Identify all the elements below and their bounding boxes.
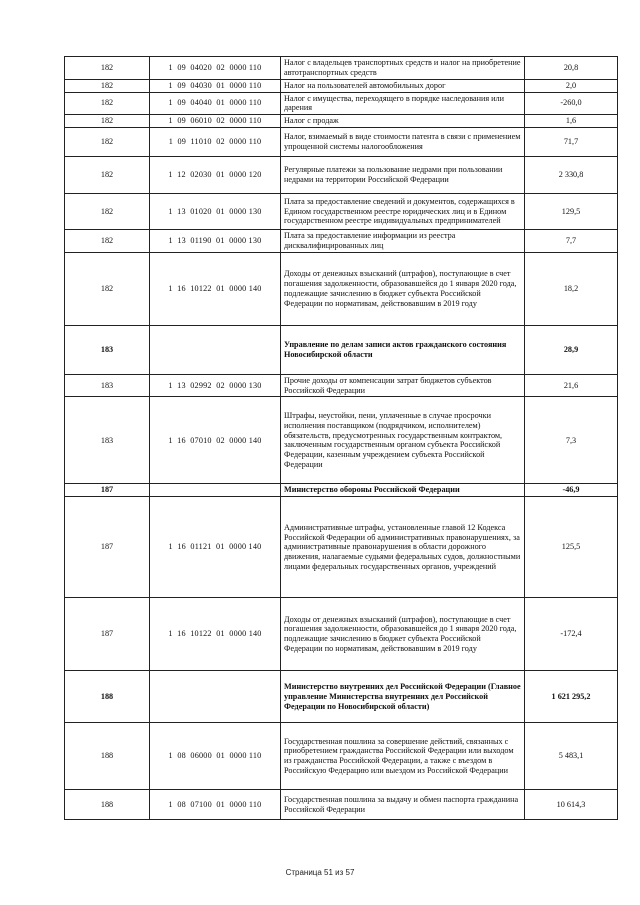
- table-row-section: [65, 325, 618, 374]
- amount-cell: 2,0: [525, 79, 618, 92]
- amount-cell: 129,5: [525, 194, 618, 230]
- admin-code-cell: 183: [65, 374, 150, 397]
- budget-table-body: [65, 57, 618, 820]
- amount-cell: 2 330,8: [525, 157, 618, 194]
- admin-code-cell: 188: [65, 723, 150, 790]
- amount-cell: 21,6: [525, 374, 618, 397]
- income-name-cell: Государственная пошлина за совершение действий, связанных с приобретением гражданства Российской Федерации или выходом из гражданства Российской Федерации, а также с въездом в Российскую Федерацию или выездом из Российской Федерации: [281, 723, 525, 790]
- admin-code-cell: 182: [65, 79, 150, 92]
- budget-code-cell: 1 13 02992 02 0000 130: [150, 374, 281, 397]
- admin-code-cell: 182: [65, 157, 150, 194]
- income-name-cell: Плата за предоставление информации из реестра дисквалифицированных лиц: [281, 230, 525, 253]
- income-name-cell: Налог с продаж: [281, 115, 525, 128]
- table-row-section: [65, 484, 618, 497]
- admin-code-cell: 182: [65, 92, 150, 115]
- admin-code-cell: 182: [65, 128, 150, 157]
- budget-code-cell: 1 16 10122 01 0000 140: [150, 252, 281, 325]
- budget-code-cell: [150, 484, 281, 497]
- amount-cell: 125,5: [525, 497, 618, 598]
- amount-cell: -172,4: [525, 598, 618, 671]
- admin-code-cell: 183: [65, 397, 150, 484]
- amount-cell: 1,6: [525, 115, 618, 128]
- amount-cell: 7,3: [525, 397, 618, 484]
- budget-code-cell: 1 09 11010 02 0000 110: [150, 128, 281, 157]
- budget-code-cell: 1 08 07100 01 0000 110: [150, 790, 281, 820]
- table-row: [65, 598, 618, 671]
- table-row: [65, 128, 618, 157]
- table-row: [65, 57, 618, 80]
- admin-code-cell: 182: [65, 57, 150, 80]
- budget-code-cell: 1 09 04020 02 0000 110: [150, 57, 281, 80]
- admin-code-cell: 187: [65, 497, 150, 598]
- amount-cell: -46,9: [525, 484, 618, 497]
- amount-cell: 20,8: [525, 57, 618, 80]
- budget-code-cell: 1 13 01190 01 0000 130: [150, 230, 281, 253]
- amount-cell: 1 621 295,2: [525, 671, 618, 723]
- income-name-cell: Доходы от денежных взысканий (штрафов), поступающие в счет погашения задолженности, образовавшейся до 1 января 2020 года, подлежащие зачислению в бюджет субъекта Российской Федерации по нормативам, действовавшим в 2019 году: [281, 598, 525, 671]
- admin-code-cell: 183: [65, 325, 150, 374]
- budget-code-cell: 1 08 06000 01 0000 110: [150, 723, 281, 790]
- table-row: [65, 115, 618, 128]
- table-row: [65, 397, 618, 484]
- amount-cell: 28,9: [525, 325, 618, 374]
- budget-code-cell: [150, 325, 281, 374]
- table-row: [65, 230, 618, 253]
- income-name-cell: Налог с имущества, переходящего в порядке наследования или дарения: [281, 92, 525, 115]
- income-name-cell: Министерство внутренних дел Российской Федерации (Главное управление Министерства внутренних дел Российской Федерации по Новосибирской области): [281, 671, 525, 723]
- budget-code-cell: 1 09 06010 02 0000 110: [150, 115, 281, 128]
- income-name-cell: Налог, взимаемый в виде стоимости патента в связи с применением упрощенной системы налогообложения: [281, 128, 525, 157]
- amount-cell: 7,7: [525, 230, 618, 253]
- table-row: [65, 790, 618, 820]
- income-name-cell: Управление по делам записи актов гражданского состояния Новосибирской области: [281, 325, 525, 374]
- amount-cell: -260,0: [525, 92, 618, 115]
- table-row: [65, 92, 618, 115]
- admin-code-cell: 182: [65, 252, 150, 325]
- admin-code-cell: 187: [65, 598, 150, 671]
- budget-code-cell: 1 09 04030 01 0000 110: [150, 79, 281, 92]
- table-row-section: [65, 671, 618, 723]
- table-row: [65, 252, 618, 325]
- income-name-cell: Административные штрафы, установленные главой 12 Кодекса Российской Федерации об административных правонарушениях, за административные правонарушения в области дорожного движения, налагаемые судьями федеральных судов, должностными лицами федеральных государственных органов, учреждений: [281, 497, 525, 598]
- admin-code-cell: 188: [65, 790, 150, 820]
- budget-code-cell: 1 16 01121 01 0000 140: [150, 497, 281, 598]
- income-name-cell: Прочие доходы от компенсации затрат бюджетов субъектов Российской Федерации: [281, 374, 525, 397]
- income-name-cell: Плата за предоставление сведений и документов, содержащихся в Едином государственном реестре юридических лиц и в Едином государственном реестре индивидуальных предпринимателей: [281, 194, 525, 230]
- income-name-cell: Штрафы, неустойки, пени, уплаченные в случае просрочки исполнения поставщиком (подрядчиком, исполнителем) обязательств, предусмотренных государственным контрактом, заключенным государственным органом субъекта Российской Федерации, казенным учреждением субъекта Российской Федерации: [281, 397, 525, 484]
- budget-code-cell: [150, 671, 281, 723]
- page-footer: Страница 51 из 57: [285, 868, 355, 877]
- budget-code-cell: 1 16 07010 02 0000 140: [150, 397, 281, 484]
- income-name-cell: Регулярные платежи за пользование недрами при пользовании недрами на территории Российской Федерации: [281, 157, 525, 194]
- table-row: [65, 374, 618, 397]
- amount-cell: 18,2: [525, 252, 618, 325]
- budget-code-cell: 1 16 10122 01 0000 140: [150, 598, 281, 671]
- admin-code-cell: 188: [65, 671, 150, 723]
- table-row: [65, 497, 618, 598]
- amount-cell: 5 483,1: [525, 723, 618, 790]
- table-row: [65, 157, 618, 194]
- table-row: [65, 723, 618, 790]
- income-name-cell: Министерство обороны Российской Федерации: [281, 484, 525, 497]
- table-row: [65, 79, 618, 92]
- table-row: [65, 194, 618, 230]
- budget-table: [64, 56, 618, 820]
- budget-code-cell: 1 12 02030 01 0000 120: [150, 157, 281, 194]
- admin-code-cell: 182: [65, 230, 150, 253]
- admin-code-cell: 187: [65, 484, 150, 497]
- admin-code-cell: 182: [65, 115, 150, 128]
- income-name-cell: Государственная пошлина за выдачу и обмен паспорта гражданина Российской Федерации: [281, 790, 525, 820]
- amount-cell: 71,7: [525, 128, 618, 157]
- income-name-cell: Налог на пользователей автомобильных дорог: [281, 79, 525, 92]
- income-name-cell: Налог с владельцев транспортных средств и налог на приобретение автотранспортных средств: [281, 57, 525, 80]
- admin-code-cell: 182: [65, 194, 150, 230]
- budget-code-cell: 1 13 01020 01 0000 130: [150, 194, 281, 230]
- income-name-cell: Доходы от денежных взысканий (штрафов), поступающие в счет погашения задолженности, образовавшейся до 1 января 2020 года, подлежащие зачислению в бюджет субъекта Российской Федерации по нормативам, действовавшим в 2019 году: [281, 252, 525, 325]
- budget-code-cell: 1 09 04040 01 0000 110: [150, 92, 281, 115]
- amount-cell: 10 614,3: [525, 790, 618, 820]
